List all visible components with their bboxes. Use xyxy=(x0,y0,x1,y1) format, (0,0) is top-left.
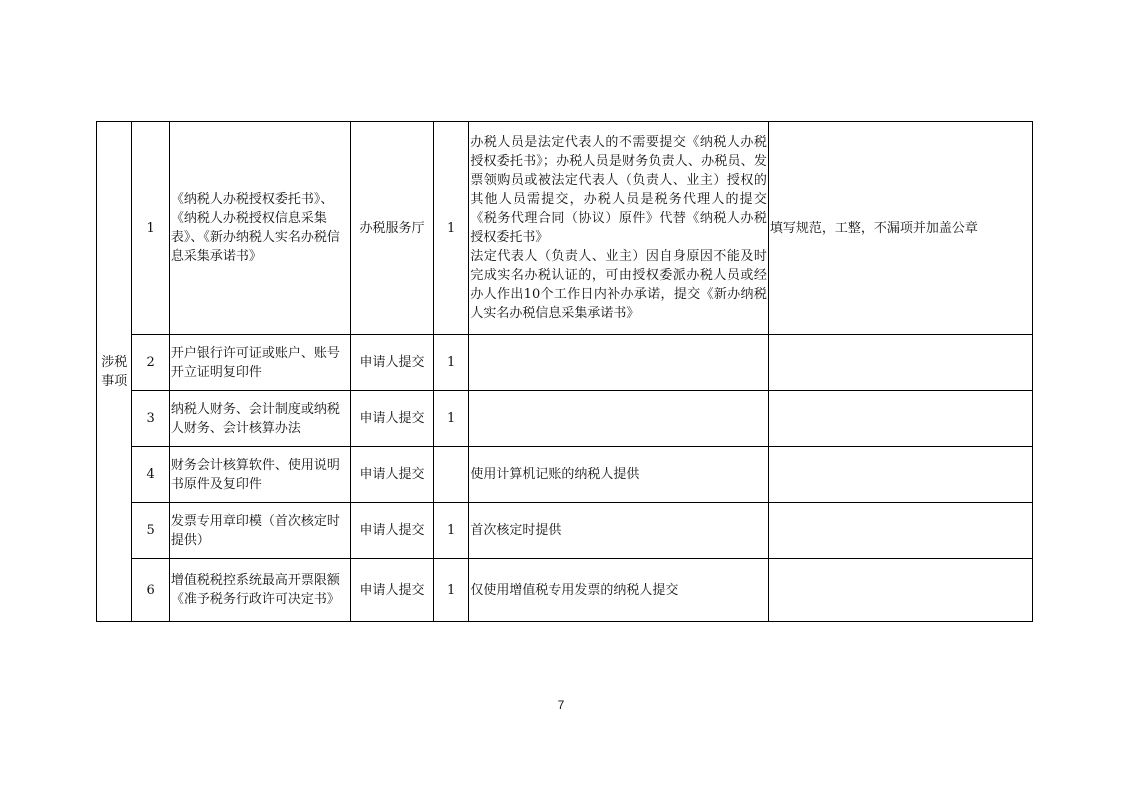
document-name: 财务会计核算软件、使用说明书原件及复印件 xyxy=(169,447,350,503)
table-row xyxy=(97,122,1033,335)
document-quantity: 1 xyxy=(433,122,468,335)
table-row xyxy=(97,503,1033,559)
category-cell xyxy=(97,122,132,622)
document-name: 发票专用章印模（首次核定时提供） xyxy=(169,503,350,559)
materials-table xyxy=(96,121,1033,622)
row-number: 2 xyxy=(132,335,169,391)
document-note xyxy=(469,391,769,447)
document-name: 纳税人财务、会计制度或纳税人财务、会计核算办法 xyxy=(169,391,350,447)
document-note xyxy=(469,335,769,391)
row-number: 3 xyxy=(132,391,169,447)
document-requirement xyxy=(768,391,1032,447)
document-requirement xyxy=(768,447,1032,503)
document-source: 办税服务厅 xyxy=(350,122,433,335)
table-row xyxy=(97,447,1033,503)
document-note: 使用计算机记账的纳税人提供 xyxy=(469,447,769,503)
document-requirement: 填写规范，工整，不漏项并加盖公章 xyxy=(768,122,1032,335)
page-number: 7 xyxy=(557,698,565,712)
table-row xyxy=(97,335,1033,391)
document-source: 申请人提交 xyxy=(350,335,433,391)
category-label-line2: 事项 xyxy=(101,373,128,389)
document-source: 申请人提交 xyxy=(350,447,433,503)
document-source: 申请人提交 xyxy=(350,559,433,622)
document-quantity: 1 xyxy=(433,335,468,391)
note-paragraph-2: 法定代表人（负责人、业主）因自身原因不能及时完成实名办税认证的，可由授权委派办税人员或经办人作出10个工作日内补办承诺，提交《新办纳税人实名办税信息采集承诺书》 xyxy=(470,249,767,321)
document-source: 申请人提交 xyxy=(350,391,433,447)
document-quantity: 1 xyxy=(433,559,468,622)
document-quantity: 1 xyxy=(433,503,468,559)
document-note: 仅使用增值税专用发票的纳税人提交 xyxy=(469,559,769,622)
table-row xyxy=(97,391,1033,447)
table-row xyxy=(97,559,1033,622)
document-quantity: 1 xyxy=(433,391,468,447)
row-number: 6 xyxy=(132,559,169,622)
document-name: 《纳税人办税授权委托书》、《纳税人办税授权信息采集表》、《新办纳税人实名办税信息采集承诺书》 xyxy=(169,122,350,335)
row-number: 4 xyxy=(132,447,169,503)
document-source: 申请人提交 xyxy=(350,503,433,559)
document-name: 开户银行许可证或账户、账号开立证明复印件 xyxy=(169,335,350,391)
document-requirement xyxy=(768,503,1032,559)
document-requirement xyxy=(768,335,1032,391)
document-note: 首次核定时提供 xyxy=(469,503,769,559)
document-quantity xyxy=(433,447,468,503)
document-note xyxy=(469,122,769,335)
category-label-line1: 涉税 xyxy=(101,354,128,370)
document-requirement xyxy=(768,559,1032,622)
document-name: 增值税税控系统最高开票限额《准予税务行政许可决定书》 xyxy=(169,559,350,622)
row-number: 1 xyxy=(132,122,169,335)
note-paragraph-1: 办税人员是法定代表人的不需要提交《纳税人办税授权委托书》；办税人员是财务负责人、办税员、发票领购员或被法定代表人（负责人、业主）授权的其他人员需提交，办税人员是税务代理人的提交《税务代理合同（协议）原件》代替《纳税人办税授权委托书》 xyxy=(470,135,767,245)
row-number: 5 xyxy=(132,503,169,559)
